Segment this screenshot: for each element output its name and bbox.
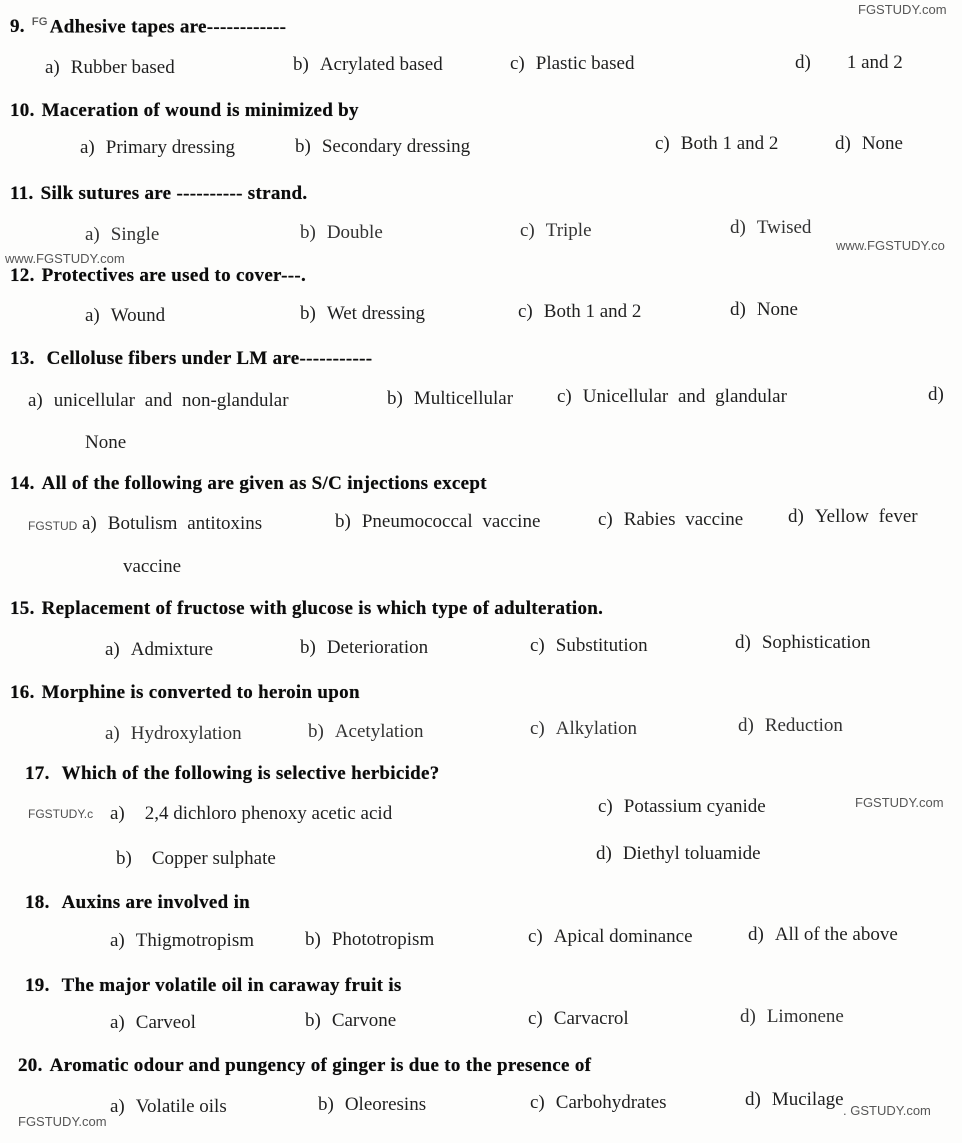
question-16-heading: 16. Morphine is converted to heroin upon [10,682,360,703]
question-11-heading: 11. Silk sutures are ---------- strand. [10,183,308,204]
question-13-option-c: c) Unicellular and glandular [557,386,787,407]
question-16-option-a: a) Hydroxylation [105,723,242,744]
watermark-q17-left: FGSTUDY.c [28,807,94,821]
question-10-option-a: a) Primary dressing [80,137,236,158]
question-12-option-a: a) Wound [85,305,166,326]
question-20-heading: 20. Aromatic odour and pungency of ginger is due to the presence of [18,1055,592,1076]
question-19-option-c: c) Carvacrol [528,1008,629,1029]
question-17-option-d: d) Diethyl toluamide [596,843,761,864]
question-text: Adhesive tapes are------------ [49,16,287,38]
question-9-option-c: c) Plastic based [510,53,635,74]
question-15-option-c: c) Substitution [530,635,648,656]
question-11-option-a: a) Single [85,224,160,245]
question-10-option-c: c) Both 1 and 2 [655,133,779,154]
question-19-option-d: d) Limonene [740,1006,844,1027]
watermark-right-mid: www.FGSTUDY.co [836,238,945,253]
watermark-q17-right: FGSTUDY.com [855,795,944,810]
question-18-option-b: b) Phototropism [305,929,435,950]
watermark-left-mid: www.FGSTUDY.com [5,251,125,266]
question-10-heading: 10. Maceration of wound is minimized by [10,100,359,121]
question-20-option-b: b) Oleoresins [318,1094,427,1115]
question-13-option-d-text: None [85,432,127,453]
question-11-option-b: b) Double [300,222,383,243]
question-20-option-c: c) Carbohydrates [530,1092,667,1113]
question-10-option-b: b) Secondary dressing [295,136,471,157]
question-18-heading: 18. Auxins are involved in [25,892,251,913]
question-19-option-a: a) Carveol [110,1012,196,1033]
question-10-option-d: d) None [835,133,903,154]
question-9-heading [10,16,286,38]
question-12-option-b: b) Wet dressing [300,303,426,324]
question-14-option-b: b) Pneumococcal vaccine [335,511,541,532]
watermark-q14-left: FGSTUD [28,519,78,533]
question-13-option-d-label: d) [928,384,944,405]
question-19-option-b: b) Carvone [305,1010,397,1031]
question-15-option-a: a) Admixture [105,639,214,660]
question-number: 9. [10,16,25,38]
question-17-option-c: c) Potassium cyanide [598,796,766,817]
question-18-option-c: c) Apical dominance [528,926,693,947]
question-15-option-b: b) Deterioration [300,637,429,658]
question-14-option-d: d) Yellow fever [788,506,918,527]
question-15-heading: 15. Replacement of fructose with glucose is which type of adulteration. [10,598,604,619]
question-13-option-a: a) unicellular and non-glandular [28,390,289,411]
question-9-option-d: d) 1 and 2 [795,52,903,73]
question-14-option-d-text2: vaccine [123,556,182,577]
question-17-option-b: b) Copper sulphate [116,848,276,869]
question-20-option-d: d) Mucilage [745,1089,844,1110]
question-20-option-a: a) Volatile oils [110,1096,227,1117]
question-18-option-d: d) All of the above [748,924,898,945]
question-11-option-d: d) Twised [730,217,812,238]
question-11-option-c: c) Triple [520,220,592,241]
question-13-heading: 13. Celloluse fibers under LM are----------- [10,348,373,369]
watermark-bottom-left: FGSTUDY.com [18,1114,107,1129]
question-12-option-d: d) None [730,299,798,320]
question-9-option-b: b) Acrylated based [293,54,443,75]
question-12-option-c: c) Both 1 and 2 [518,301,642,322]
question-19-heading: 19. The major volatile oil in caraway fruit is [25,975,402,996]
question-16-option-b: b) Acetylation [308,721,424,742]
question-9-superscript: FG [31,16,48,28]
question-16-option-d: d) Reduction [738,715,843,736]
question-17-option-a: a) 2,4 dichloro phenoxy acetic acid [110,803,393,824]
question-13-option-b: b) Multicellular [387,388,514,409]
question-18-option-a: a) Thigmotropism [110,930,254,951]
question-15-option-d: d) Sophistication [735,632,871,653]
question-17-heading: 17. Which of the following is selective herbicide? [25,763,440,784]
question-9-option-a: a) Rubber based [45,57,175,78]
watermark-top-right: FGSTUDY.com [858,2,947,17]
question-14-option-c: c) Rabies vaccine [598,509,744,530]
question-12-heading: 12. Protectives are used to cover---. [10,265,307,286]
watermark-q20-right: . GSTUDY.com [843,1103,931,1118]
question-16-option-c: c) Alkylation [530,718,638,739]
question-14-option-a: a) Botulism antitoxins [82,513,263,534]
question-14-heading: 14. All of the following are given as S/C injections except [10,473,487,494]
